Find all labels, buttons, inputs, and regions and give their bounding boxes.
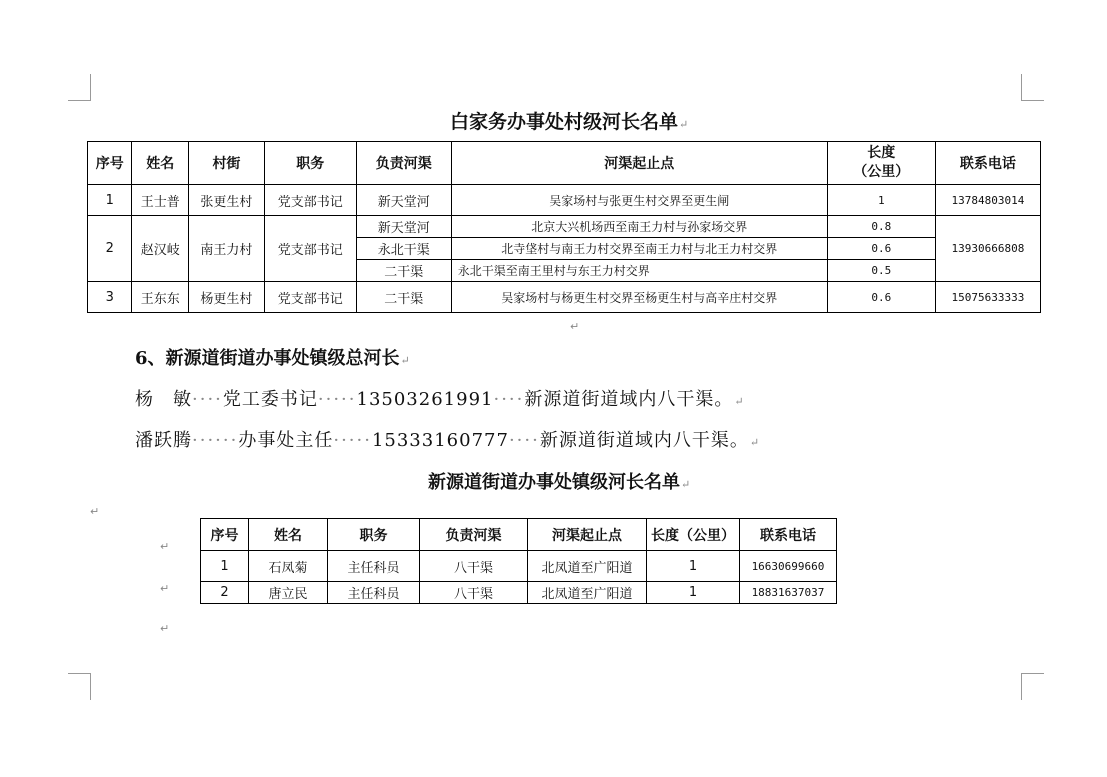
row-phone: 15075633333 [935, 282, 1040, 313]
table-row [88, 282, 1041, 313]
row-no: 2 [201, 582, 249, 604]
row-post: 党支部书记 [264, 185, 356, 216]
header-no: 序号 [88, 142, 132, 185]
row-no: 1 [88, 185, 132, 216]
village-river-chief-table [87, 141, 1041, 313]
row-post: 党支部书记 [264, 216, 356, 282]
row-range: 北凤道至广阳道 [528, 551, 647, 582]
row-length: 0.5 [827, 260, 935, 282]
chief-area: 新源道街道域内八干渠。 [524, 389, 734, 410]
paragraph-mark: ↵ [90, 505, 100, 518]
table-row [88, 185, 1041, 216]
header-name: 姓名 [132, 142, 189, 185]
row-river: 新天堂河 [356, 216, 451, 238]
row-village: 南王力村 [189, 216, 265, 282]
chief-post: 办事处主任 [238, 430, 334, 451]
row-length: 1 [827, 185, 935, 216]
row-river: 八干渠 [420, 582, 528, 604]
row-phone: 13784803014 [935, 185, 1040, 216]
row-range: 北寺垡村与南王力村交界至南王力村与北王力村交界 [451, 238, 827, 260]
row-length: 1 [647, 582, 740, 604]
row-range: 吴家场村与杨更生村交界至杨更生村与高辛庄村交界 [451, 282, 827, 313]
row-no: 1 [201, 551, 249, 582]
crop-mark-bottom-right [1021, 673, 1044, 700]
row-village: 张更生村 [189, 185, 265, 216]
header-range: 河渠起止点 [451, 142, 827, 185]
row-no: 3 [88, 282, 132, 313]
chief-phone: 15333160777 [371, 430, 509, 451]
row-phone: 16630699660 [740, 551, 837, 582]
chief-phone: 13503261991 [356, 389, 494, 410]
row-range: 北京大兴机场西至南王力村与孙家场交界 [451, 216, 827, 238]
header-no: 序号 [201, 519, 249, 551]
crop-mark-bottom-left [68, 673, 91, 700]
row-river: 二干渠 [356, 282, 451, 313]
row-range: 吴家场村与张更生村交界至更生闸 [451, 185, 827, 216]
crop-mark-top-right [1021, 74, 1044, 101]
table1-title: 白家务办事处村级河长名单↵ [450, 111, 689, 133]
paragraph-mark: ↵ [160, 540, 170, 553]
header-length: 长度（公里） [647, 519, 740, 551]
row-river: 永北干渠 [356, 238, 451, 260]
row-post: 党支部书记 [264, 282, 356, 313]
header-village: 村街 [189, 142, 265, 185]
row-post: 主任科员 [328, 582, 420, 604]
header-length: 长度 （公里） [827, 142, 935, 185]
row-name: 王东东 [132, 282, 189, 313]
row-name: 石凤菊 [249, 551, 328, 582]
table-row [201, 582, 837, 604]
header-range: 河渠起止点 [528, 519, 647, 551]
chief-name: 杨 敏 [135, 389, 192, 410]
header-river: 负责河渠 [420, 519, 528, 551]
header-post: 职务 [264, 142, 356, 185]
row-name: 唐立民 [249, 582, 328, 604]
table-row [201, 551, 837, 582]
header-phone: 联系电话 [740, 519, 837, 551]
row-river: 八干渠 [420, 551, 528, 582]
crop-mark-top-left [68, 74, 91, 101]
paragraph-mark: ↵ [160, 582, 170, 595]
row-village: 杨更生村 [189, 282, 265, 313]
table2-header-row [201, 519, 837, 551]
header-post: 职务 [328, 519, 420, 551]
row-name: 王士普 [132, 185, 189, 216]
row-length: 1 [647, 551, 740, 582]
row-phone: 13930666808 [935, 216, 1040, 282]
row-name: 赵汉岐 [132, 216, 189, 282]
chief-post: 党工委书记 [222, 389, 318, 410]
table-row [88, 216, 1041, 238]
row-length: 0.8 [827, 216, 935, 238]
row-range: 永北干渠至南王里村与东王力村交界 [451, 260, 827, 282]
paragraph-mark: ↵ [570, 320, 580, 333]
paragraph-mark: ↵ [160, 622, 170, 635]
row-length: 0.6 [827, 282, 935, 313]
row-phone: 18831637037 [740, 582, 837, 604]
chief-line-2: 潘跃腾······办事处主任·····15333160777····新源道街道域内八干渠。↵ [135, 430, 761, 451]
chief-line-1: 杨 敏····党工委书记·····13503261991····新源道街道域内八干渠。↵ [135, 389, 745, 410]
row-river: 二干渠 [356, 260, 451, 282]
town-river-chief-table [200, 518, 837, 604]
row-post: 主任科员 [328, 551, 420, 582]
row-no: 2 [88, 216, 132, 282]
header-river: 负责河渠 [356, 142, 451, 185]
chief-name: 潘跃腾 [135, 430, 192, 451]
row-range: 北凤道至广阳道 [528, 582, 647, 604]
row-length: 0.6 [827, 238, 935, 260]
table1-header-row [88, 142, 1041, 185]
section6-heading: 6、新源道街道办事处镇级总河长↵ [135, 348, 410, 369]
header-name: 姓名 [249, 519, 328, 551]
header-phone: 联系电话 [935, 142, 1040, 185]
table2-title: 新源道街道办事处镇级河长名单↵ [428, 472, 691, 493]
row-river: 新天堂河 [356, 185, 451, 216]
chief-area: 新源道街道域内八干渠。 [539, 430, 749, 451]
